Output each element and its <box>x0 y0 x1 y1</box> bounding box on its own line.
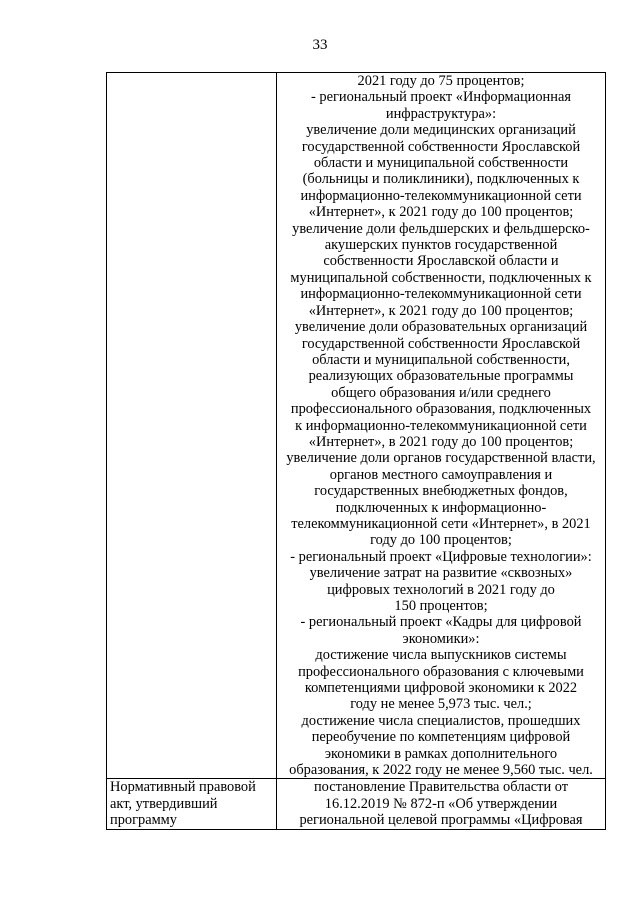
text-line: - региональный проект «Информационная <box>311 89 571 106</box>
text-line: государственных внебюджетных фондов, <box>314 483 568 500</box>
text-line: (больницы и поликлиники), подключенных к <box>302 171 580 188</box>
text-line: увеличение затрат на развитие «сквозных» <box>309 565 573 582</box>
text-line: экономики в рамках дополнительного <box>324 745 558 762</box>
text-line: увеличение доли органов государственной власти, <box>286 450 596 467</box>
text-line: подключенных к информационно- <box>335 499 547 516</box>
text-line: году не менее 5,973 тыс. чел.; <box>350 696 532 713</box>
text-line: муниципальной собственности, подключенных к <box>290 269 592 286</box>
text-line: информационно-телекоммуникационной сети <box>300 286 582 303</box>
text-line: профессионального образования с ключевыми <box>298 663 584 680</box>
text-line: увеличение доли фельдшерских и фельдшерско- <box>292 220 590 237</box>
text-line: собственности Ярославской области и <box>323 253 559 270</box>
text-line: переобучение по компетенциям цифровой <box>311 729 571 746</box>
text-line: 16.12.2019 № 872-п «Об утверждении <box>324 795 558 812</box>
text-line: органов местного самоуправления и <box>329 466 553 483</box>
text-line: экономики»: <box>402 630 480 647</box>
text-line: увеличение доли медицинских организаций <box>306 122 576 139</box>
text-line: - региональный проект «Кадры для цифровой <box>300 614 582 631</box>
text-line: общего образования и/или среднего <box>331 384 551 401</box>
row2-label-cell <box>107 779 277 829</box>
table-row <box>107 779 606 829</box>
text-line: «Интернет», к 2021 году до 100 процентов; <box>308 302 574 319</box>
text-line: Нормативный правовой <box>110 779 256 796</box>
text-line: государственной собственности Ярославской <box>301 335 581 352</box>
text-line: «Интернет», к 2021 году до 100 процентов; <box>308 204 574 221</box>
text-line: информационно-телекоммуникационной сети <box>300 187 582 204</box>
text-line: акушерских пунктов государственной <box>324 237 558 254</box>
text-line: достижение числа специалистов, прошедших <box>301 712 581 729</box>
page-number: 33 <box>312 37 328 53</box>
text-line: к информационно-телекоммуникационной сети <box>295 417 587 434</box>
text-line: инфраструктура»: <box>385 105 497 122</box>
text-line: области и муниципальной собственности <box>313 155 569 172</box>
text-line: цифровых технологий в 2021 году до <box>327 581 555 598</box>
text-line: постановление Правительства области от <box>313 779 569 796</box>
text-line: 150 процентов; <box>394 598 488 614</box>
text-line: 2021 году до 75 процентов; <box>357 73 525 89</box>
text-line: акт, утвердивший <box>110 795 218 812</box>
text-line: достижение числа выпускников системы <box>315 647 567 664</box>
text-line: профессионального образования, подключенных <box>290 401 592 418</box>
text-line: области и муниципальной собственности, <box>312 351 570 368</box>
row1-content-cell <box>277 73 606 779</box>
text-line: реализующих образовательные программы <box>308 368 574 385</box>
table-row <box>107 73 606 779</box>
program-passport-table <box>106 72 606 830</box>
row1-label-cell <box>107 73 277 779</box>
text-line: году до 100 процентов; <box>370 532 512 549</box>
text-line: образования, к 2022 году не менее 9,560 тыс. чел. <box>289 762 593 779</box>
text-line: телекоммуникационной сети «Интернет», в 2021 <box>291 515 591 532</box>
row2-content-cell <box>277 779 606 829</box>
text-line: увеличение доли образовательных организаций <box>294 319 588 336</box>
text-line: региональной целевой программы «Цифровая <box>299 812 583 829</box>
text-line: компетенциями цифровой экономики к 2022 <box>304 680 578 697</box>
text-line: программу <box>110 812 177 829</box>
text-line: - региональный проект «Цифровые технологии»: <box>290 548 592 565</box>
text-line: государственной собственности Ярославской <box>301 138 581 155</box>
text-line: «Интернет», в 2021 году до 100 процентов; <box>308 433 574 450</box>
